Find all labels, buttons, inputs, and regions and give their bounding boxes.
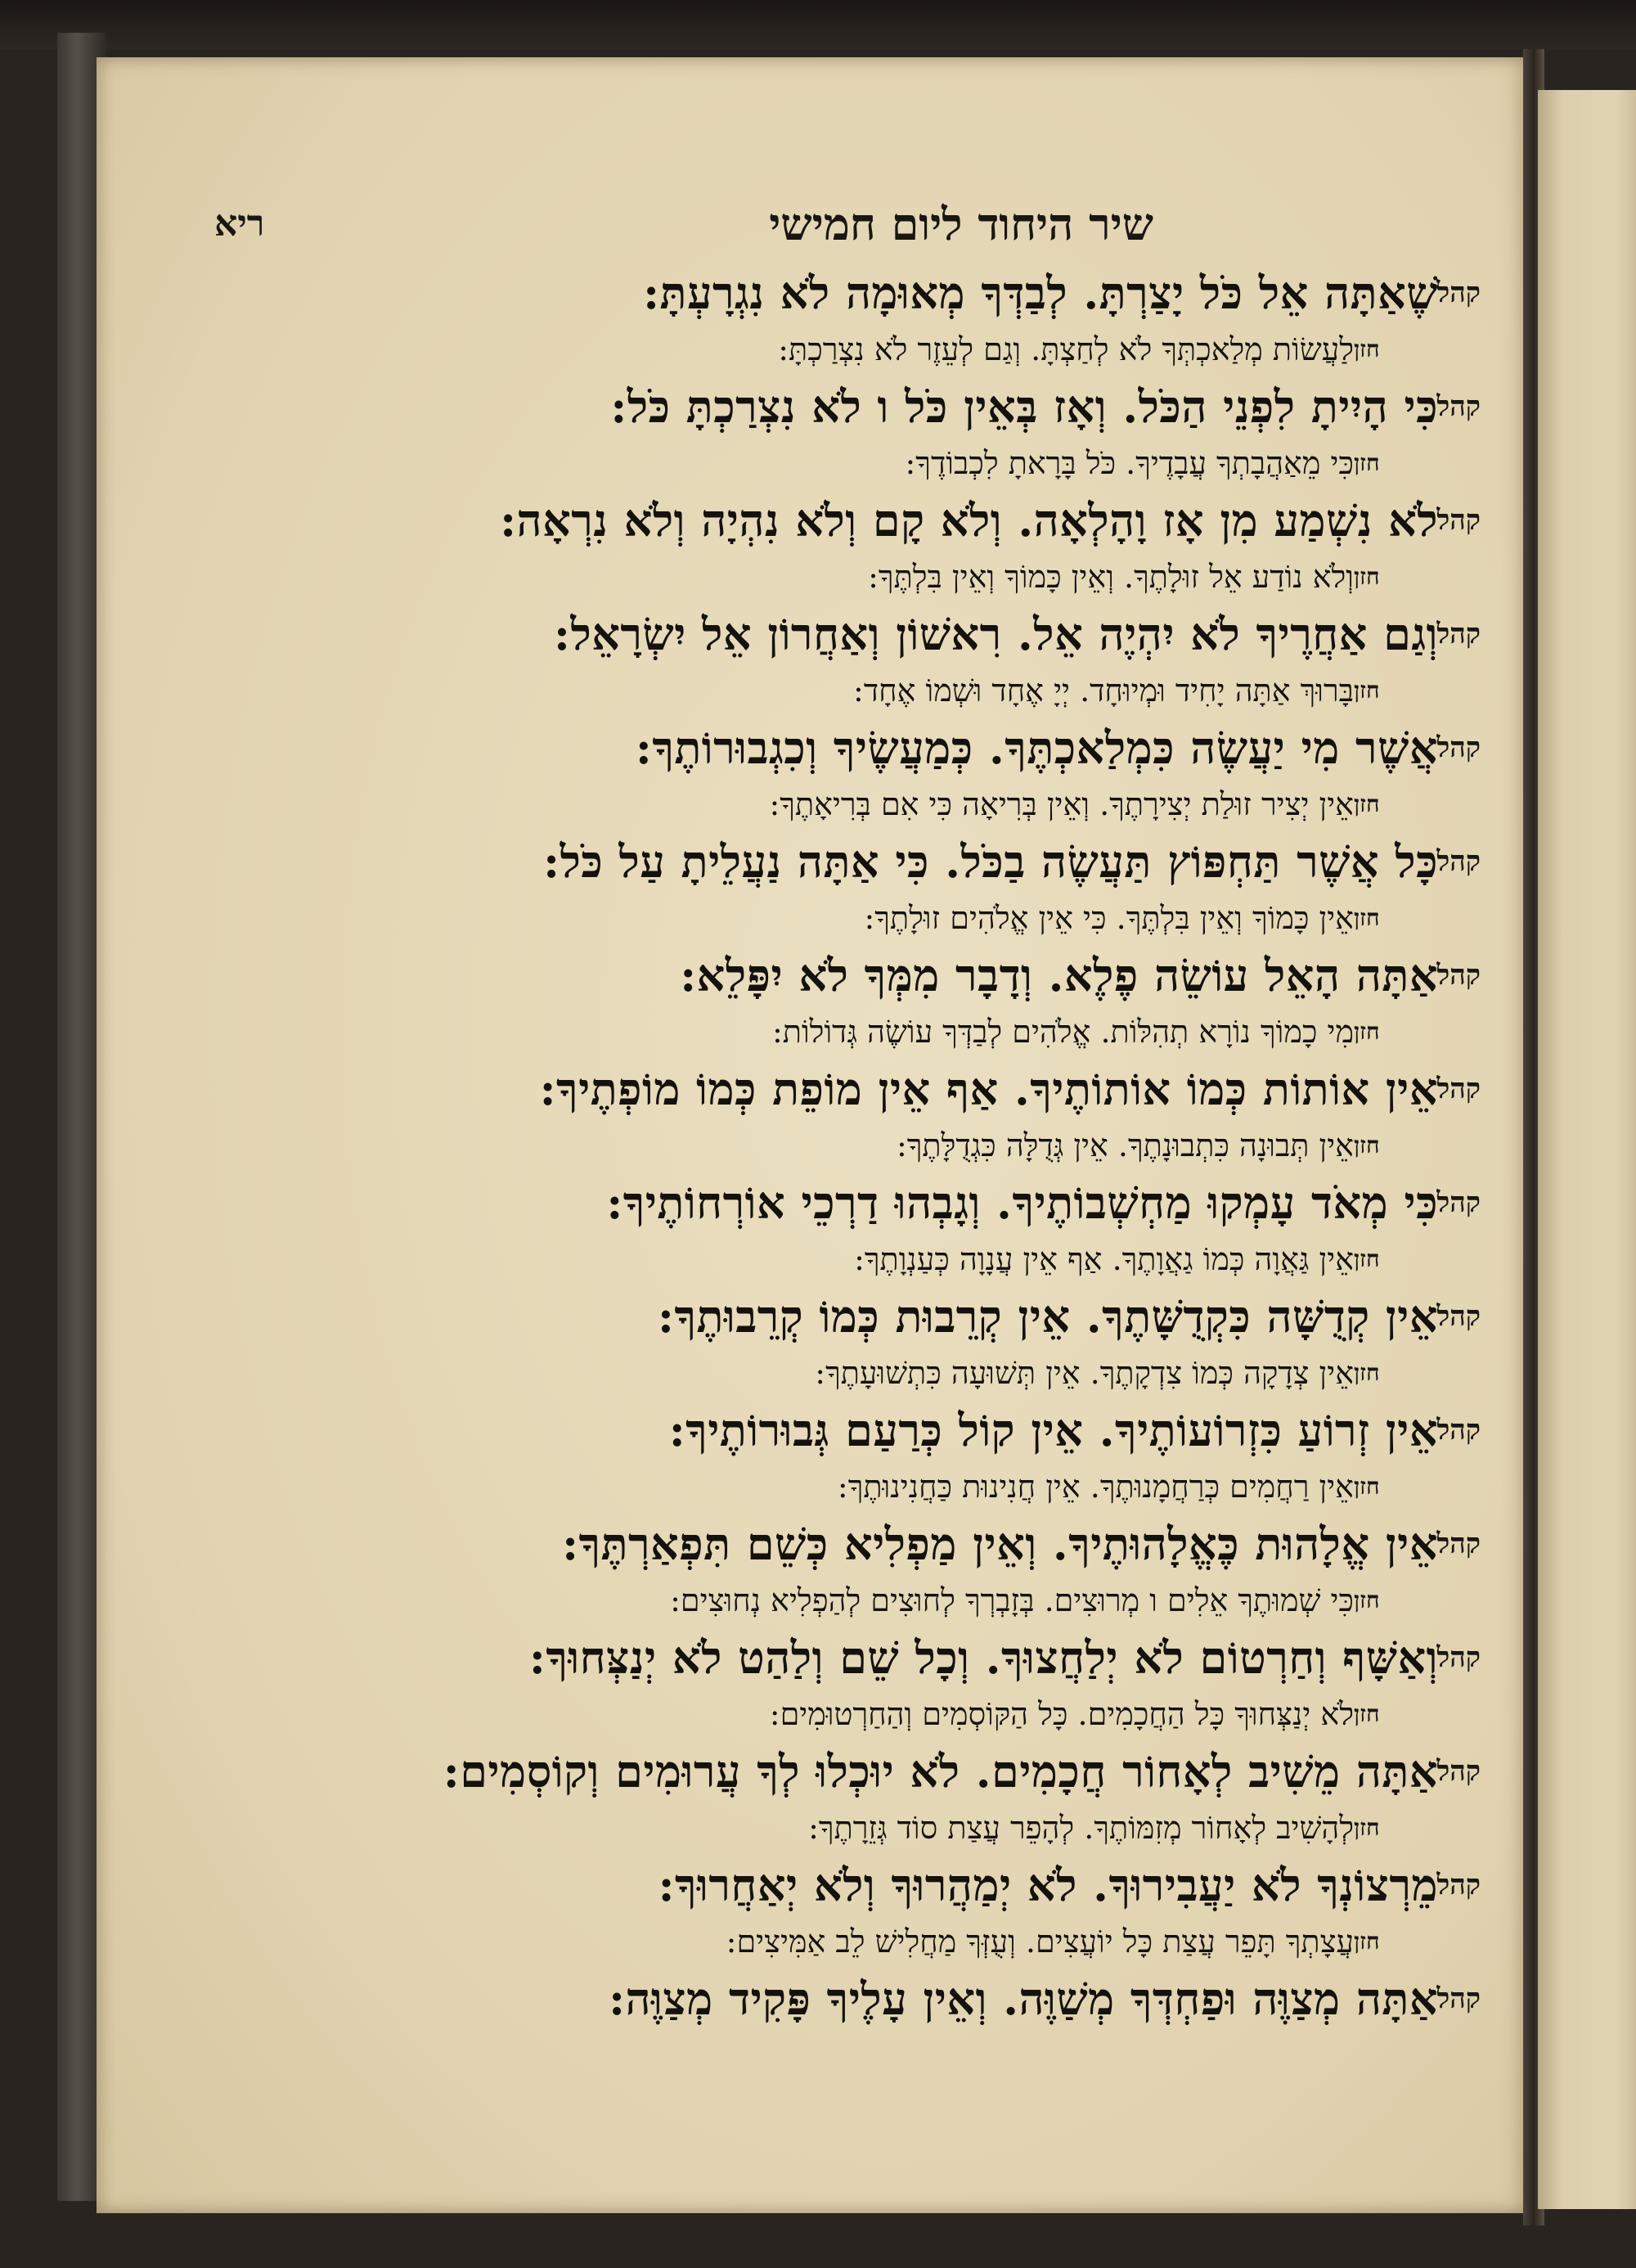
role-label: קהל: [1436, 1299, 1481, 1333]
role-label: חזן: [1354, 1814, 1380, 1841]
verse-line-congregation: [209, 1287, 1481, 1345]
verse-text: אֵין אוֹתוֹת כְּמוֹ אוֹתוֹתֶיךָ. אַף אֵין מוֹפֵת כְּמוֹ מוֹפְתֶיךָ:: [539, 1062, 1438, 1115]
verse-line-congregation: [209, 377, 1481, 435]
role-label: קהל: [1436, 1072, 1481, 1105]
verse-line-congregation: [209, 1628, 1481, 1686]
verse-text: אֵין כָּמוֹךָ וְאֵין בִּלְתֶּךָ. כִּי אֵין אֱלֹהִים זוּלָתֶךָ:: [864, 899, 1354, 936]
role-label: קהל: [1436, 1640, 1481, 1674]
verse-text: בָּרוּךְ אַתָּה יָחִיד וּמְיוּחָד. יְיָ אֶחָד וּשְׁמוֹ אֶחָד:: [853, 672, 1354, 709]
verse-text: אֵין רַחֲמִים כְּרַחֲמָנוּתֶךָ. אֵין חֲנִינוּת כַּחֲנִינוּתֶךָ:: [837, 1468, 1354, 1505]
verse-line-congregation: [209, 1742, 1481, 1800]
verse-text: אֵין גַּאֲוָה כְּמוֹ גַאֲוָתֶךָ. אַף אֵין עֲנָוָה כְּעַנְוָתֶךָ:: [854, 1240, 1354, 1277]
role-label: חזן: [1354, 1473, 1380, 1500]
verse-line-congregation: [209, 1856, 1481, 1914]
verse-text: אַתָּה מְצַוֶּה וּפַחְדְּךָ מְשַׁוֶּה. וְאֵין עָלֶיךָ פָּקִיד מְצַוֶּה:: [609, 1972, 1438, 2025]
verse-text: אֵין קְדֻשָּׁה כִּקְדֻשָּׁתֶךָ. אֵין קְרֵבוּת כְּמוֹ קְרֵבוּתֶךָ:: [658, 1289, 1438, 1343]
role-label: חזן: [1354, 904, 1380, 931]
role-label: קהל: [1436, 1527, 1481, 1560]
role-label: קהל: [1436, 731, 1481, 764]
verse-text: אֵין אֱלָהוּת כֶּאֱלָהוּתֶיךָ. וְאֵין מַפְלִיא כְּשֵׁם תִּפְאַרְתֶּךָ:: [562, 1517, 1438, 1570]
verse-line-cantor: [209, 1800, 1481, 1856]
verse-line-cantor: [209, 1345, 1481, 1401]
verse-text: אֲשֶׁר מִי יַעֲשֶׂה כִּמְלַאכְתֶּךָ. כְּמַעֲשֶׂיךָ וְכִגְבוּרוֹתֶךָ:: [635, 721, 1438, 774]
right-page-edge: [1538, 90, 1636, 2209]
verse-line-congregation: [209, 1173, 1481, 1231]
verse-line-congregation: [209, 491, 1481, 549]
verse-text: אַתָּה הָאֵל עוֹשֵׂה פֶלֶא. וְדָבָר מִמְּךָ לֹא יִפָּלֵא:: [680, 948, 1438, 1001]
role-label: חזן: [1354, 1928, 1380, 1955]
role-label: קהל: [1436, 1413, 1481, 1447]
verse-text: כִּי מֵאַהֲבָתְךָ עֲבָדֶיךָ. כֹּל בָּרָאתָ לִכְבוֹדֶךָ:: [905, 444, 1354, 481]
role-label: קהל: [1436, 1982, 1481, 2015]
verse-line-cantor: [209, 549, 1481, 605]
role-label: קהל: [1436, 276, 1481, 309]
role-label: חזן: [1354, 1018, 1380, 1045]
role-label: קהל: [1436, 1868, 1481, 1901]
verse-text: אֵין צְדָקָה כְּמוֹ צִדְקָתֶךָ. אֵין תְּשׁוּעָה כִּתְשׁוּעָתֶךָ:: [815, 1354, 1354, 1391]
verse-text: אֵין תְּבוּנָה כִּתְבוּנָתֶךָ. אֵין גְּדֻלָּה כִּגְדֻלָּתֶךָ:: [896, 1127, 1354, 1163]
verse-text: לֹא יְנַצְּחוּךָ כָּל הַחֲכָמִים. כָּל הַקּוֹסְמִים וְהַחַרְטוּמִים:: [769, 1695, 1354, 1732]
verse-line-congregation: [209, 718, 1481, 776]
verse-line-congregation: [209, 605, 1481, 663]
verse-line-cantor: [209, 435, 1481, 491]
role-label: קהל: [1436, 617, 1481, 650]
role-label: קהל: [1436, 1754, 1481, 1788]
verse-text: מֵרְצוֹנְךָ לֹא יַעֲבִירוּךָ. לֹא יְמַהֲרוּךָ וְלֹא יְאַחֲרוּךָ:: [658, 1858, 1438, 1911]
role-label: חזן: [1354, 449, 1380, 476]
verse-text: אַתָּה מֵשִׁיב לְאָחוֹר חֲכָמִים. לֹא יוּכְלוּ לְךָ עֲרוּמִים וְקוֹסְמִים:: [443, 1744, 1438, 1798]
verse-text: וְגַם אַחֲרֶיךָ לֹא יִהְיֶה אֵל. רִאשׁוֹן וְאַחֲרוֹן אֵל יִשְׂרָאֵל:: [554, 607, 1438, 660]
verse-text: אֵין זְרוֹעַ כִּזְרוֹעוֹתֶיךָ. אֵין קוֹל כְּרַעַם גְּבוּרוֹתֶיךָ:: [668, 1403, 1438, 1456]
role-label: חזן: [1354, 563, 1380, 590]
role-label: חזן: [1354, 1245, 1380, 1272]
verse-line-cantor: [209, 1004, 1481, 1060]
verse-line-congregation: [209, 1969, 1481, 2027]
running-title: שיר היחוד ליום חמישי: [769, 198, 1153, 250]
verse-line-cantor: [209, 663, 1481, 718]
verse-text: לֹא נִשְׁמַע מִן אָז וָהָלְאָה. וְלֹא קָם וְלֹא נִהְיָה וְלֹא נִרְאָה:: [500, 493, 1438, 547]
verse-line-cantor: [209, 776, 1481, 832]
verse-text: כָּל אֲשֶׁר תַּחְפּוֹץ תַּעֲשֶׂה בַכֹּל. כִּי אַתָּה נַעֲלֵיתָ עַל כֹּל:: [543, 835, 1438, 888]
role-label: קהל: [1436, 503, 1481, 537]
verse-text: כִּי שְׁמוּתֶךָ אֵלִים ו מְרוּצִים. בְּזָבְרְךָ לְחוּצִים לְהַפְלִיא נְחוּצִים:: [670, 1582, 1354, 1618]
verse-line-congregation: [209, 1060, 1481, 1118]
verse-text: וְלֹא נוֹדַע אֵל זוּלָתֶךָ. וְאֵין כָּמוֹךָ וְאֵין בִּלְתֶּךָ:: [868, 558, 1354, 595]
role-label: קהל: [1436, 844, 1481, 878]
role-label: קהל: [1436, 958, 1481, 992]
role-label: חזן: [1354, 677, 1380, 704]
role-label: חזן: [1354, 790, 1380, 817]
verse-line-cantor: [209, 1573, 1481, 1628]
verse-line-cantor: [209, 1118, 1481, 1173]
verse-line-cantor: [209, 1686, 1481, 1742]
verse-line-cantor: [209, 1459, 1481, 1514]
role-label: חזן: [1354, 335, 1380, 362]
verse-line-congregation: [209, 263, 1481, 322]
verse-line-congregation: [209, 1401, 1481, 1459]
verse-line-congregation: [209, 832, 1481, 890]
verse-line-cantor: [209, 890, 1481, 946]
verse-text: כִּי מְאֹד עָמְקוּ מַחְשְׁבוֹתֶיךָ. וְגָבְהוּ דַרְכֵי אוֹרְחוֹתֶיךָ:: [606, 1176, 1438, 1229]
liturgical-text: [209, 263, 1481, 2104]
page-number: ריא: [214, 203, 265, 245]
verse-line-congregation: [209, 946, 1481, 1004]
verse-text: עֲצָתְךָ תָּפֵר עֲצַת כָּל יוֹעֲצִים. וְעֻזְּךָ מַחֲלִישׁ לֵב אַמִּיצִים:: [726, 1923, 1354, 1960]
verse-text: כִּי הָיִיתָ לִפְנֵי הַכֹּל. וְאָז בְּאֵין כֹּל ו לֹא נִצְרַכְתָּ כֹּל:: [610, 380, 1438, 433]
verse-text: לַעֲשׂוֹת מְלַאכְתְּךָ לֹא לְחַצְתָּ. וְגַם לְעֵזֶר לֹא נִצְרַכְתָּ:: [778, 331, 1354, 367]
verse-text: אֵין יְצִיר זוּלַת יְצִירָתֶךָ. וְאֵין בְּרִיאָה כִּי אִם בְּרִיאָתֶךָ:: [769, 785, 1354, 822]
verse-line-cantor: [209, 1231, 1481, 1287]
verse-text: שֶׁאַתָּה אֵל כֹּל יָצַרְתָּ. לְבַדְּךָ מְאוּמָה לֹא נִגְרָעְתָּ:: [643, 266, 1438, 319]
verse-line-congregation: [209, 1514, 1481, 1573]
verse-text: מִי כָמוֹךָ נוֹרָא תְהִלּוֹת. אֱלֹהִים לְבַדְּךָ עוֹשֶׂה גְּדוֹלוֹת:: [771, 1013, 1354, 1050]
verse-line-cantor: [209, 1914, 1481, 1969]
role-label: קהל: [1436, 389, 1481, 423]
role-label: חזן: [1354, 1359, 1380, 1386]
verse-text: לְהָשִׁיב לְאָחוֹר מְזִמּוֹתֶךָ. לְהָפֵר עֲצַת סוֹד גְּזֵרָתֶךָ:: [808, 1809, 1354, 1846]
book-cover-top-edge: [0, 0, 1636, 49]
role-label: חזן: [1354, 1700, 1380, 1727]
role-label: חזן: [1354, 1586, 1380, 1613]
verse-line-cantor: [209, 322, 1481, 377]
verse-text: וְאַשָּׁף וְחַרְטוֹם לֹא יְלַחֲצוּךָ. וְכָל שֵׁם וְלַהַט לֹא יְנַצְּחוּךָ:: [528, 1631, 1438, 1684]
role-label: קהל: [1436, 1186, 1481, 1219]
role-label: חזן: [1354, 1132, 1380, 1159]
